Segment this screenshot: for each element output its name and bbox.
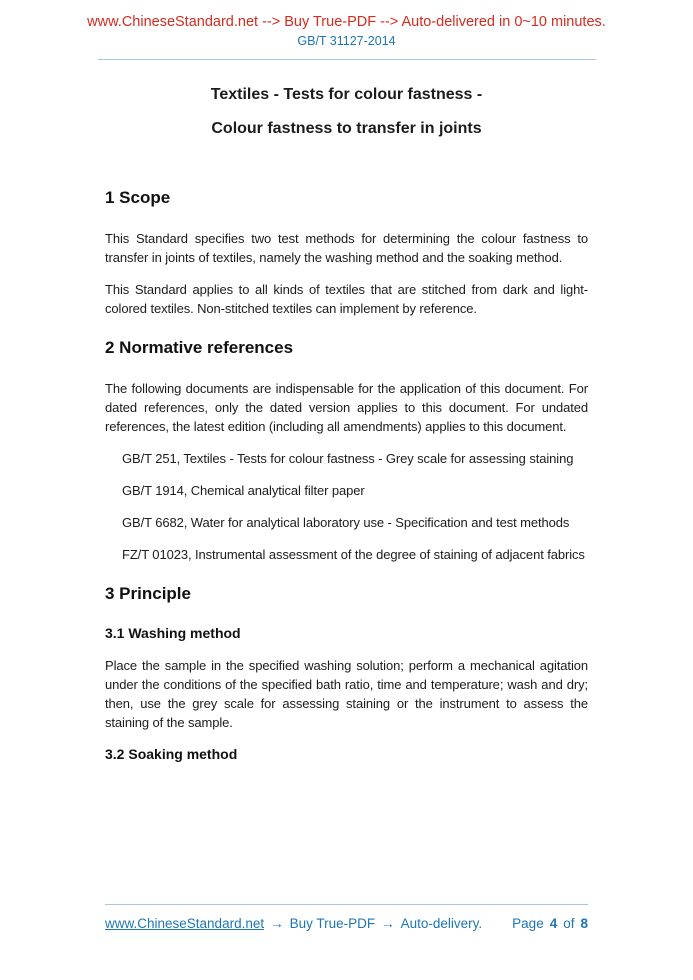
page-indicator <box>512 915 588 932</box>
normative-intro-paragraph: The following documents are indispensable for the application of this document. For dated references, only the dated version applies to this document. For undated references, the latest edition (including all amendments) applies to this document. <box>105 381 588 434</box>
page-current-number: 4 <box>549 916 558 931</box>
subsection-heading-washing-method: 3.1 Washing method <box>105 625 241 641</box>
doc-number: GB/T 31127-2014 <box>297 34 396 48</box>
document-title-line1: Textiles - Tests for colour fastness - <box>210 86 483 103</box>
footer-buy-text: Buy True-PDF <box>289 916 376 931</box>
footer-link[interactable]: www.ChineseStandard.net <box>105 916 265 931</box>
page-of-label: of <box>563 916 575 931</box>
document-title-line2: Colour fastness to transfer in joints <box>211 120 482 137</box>
reference-item-fzt01023: FZ/T 01023, Instrumental assessment of the degree of staining of adjacent fabrics <box>122 547 585 562</box>
footer-links <box>105 915 482 932</box>
scope-paragraph-1: This Standard specifies two test methods for determining the colour fastness to transfer in joints of textiles, namely the washing method and the soaking method. <box>105 231 588 265</box>
washing-method-paragraph: Place the sample in the specified washing solution; perform a mechanical agitation under the conditions of the specified bath ratio, time and temperature; wash and dry; then, use the grey scale for assessing staining or the instrument to assess the staining of the sample. <box>105 658 588 730</box>
reference-item-gbt6682: GB/T 6682, Water for analytical laboratory use - Specification and test methods <box>122 515 570 530</box>
page-label: Page <box>512 916 544 931</box>
reference-item-gbt1914: GB/T 1914, Chemical analytical filter paper <box>122 483 365 498</box>
scope-paragraph-2: This Standard applies to all kinds of textiles that are stitched from dark and light-colored textiles. Non-stitched textiles can implement by reference. <box>105 282 588 316</box>
subsection-heading-soaking-method: 3.2 Soaking method <box>105 746 238 762</box>
reference-item-gbt251: GB/T 251, Textiles - Tests for colour fastness - Grey scale for assessing staining <box>122 451 574 466</box>
footer-delivery-text: Auto-delivery. <box>400 916 483 931</box>
page-footer <box>105 904 588 932</box>
section-heading-normative-references: 2 Normative references <box>105 338 294 357</box>
page-total-number: 8 <box>580 916 588 931</box>
footer-rule-divider <box>105 904 588 905</box>
document-body <box>0 86 693 763</box>
header-rule-divider <box>98 59 596 60</box>
footer-row <box>105 915 588 932</box>
arrow-right-icon: → <box>270 916 284 931</box>
section-heading-scope: 1 Scope <box>105 188 171 207</box>
header-banner: www.ChineseStandard.net --> Buy True-PDF --> Auto-delivered in 0~10 minutes. <box>87 14 606 30</box>
section-heading-principle: 3 Principle <box>105 584 191 603</box>
arrow-right-icon: → <box>381 916 395 931</box>
